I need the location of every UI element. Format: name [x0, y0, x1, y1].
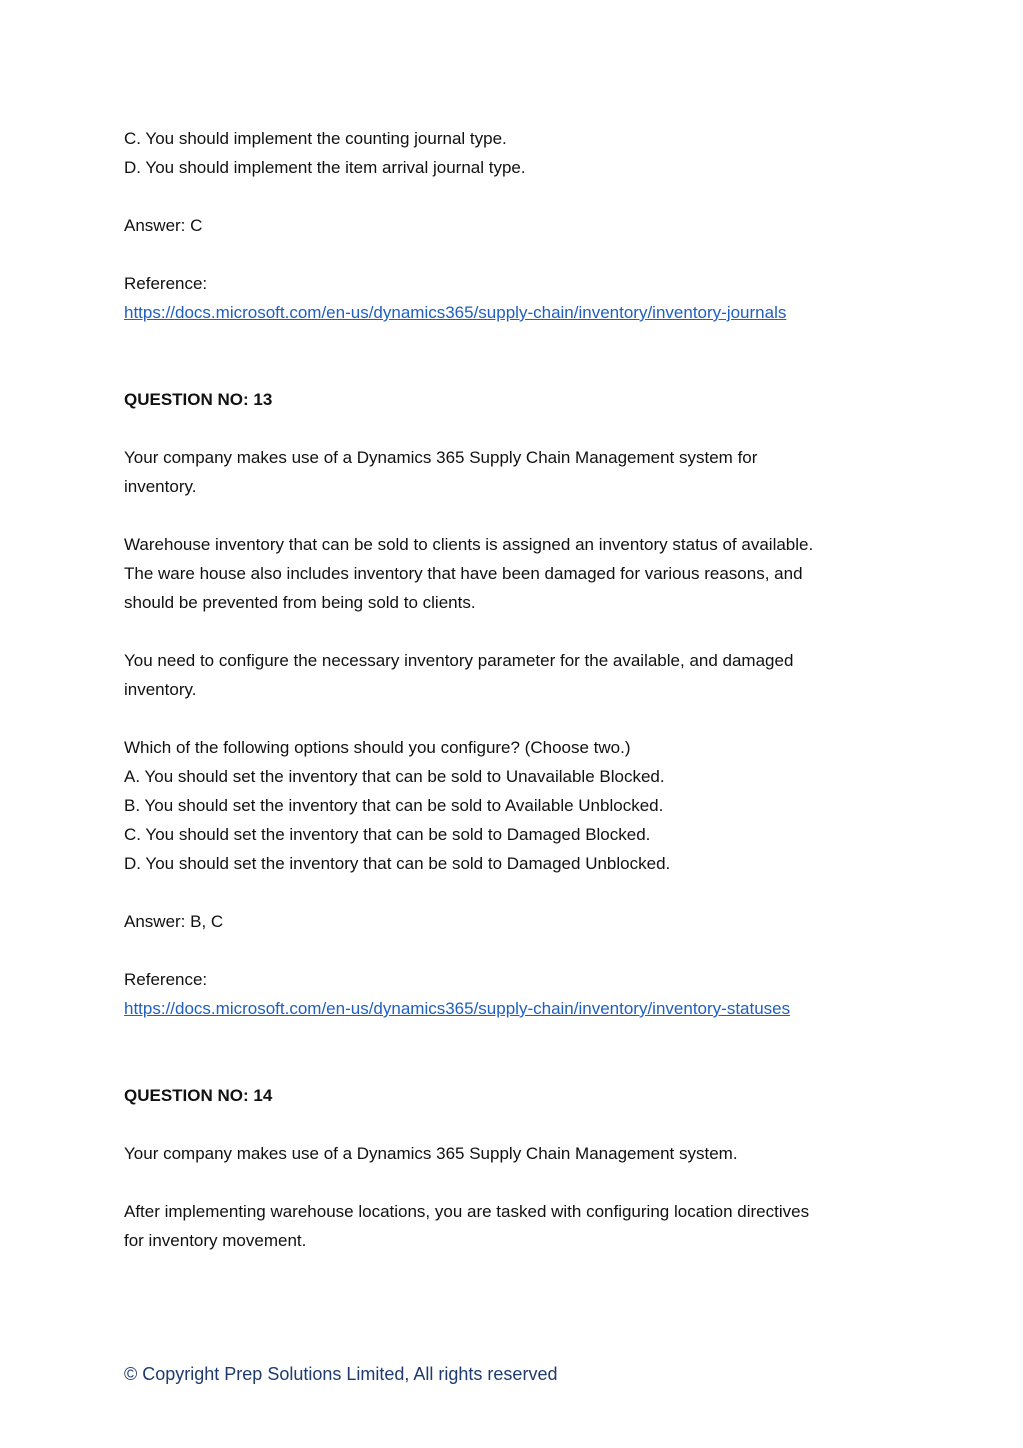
spacer — [124, 501, 914, 530]
q13-prompt: Which of the following options should you configure? (Choose two.) — [124, 738, 631, 757]
q13-paragraph-3-line-1: You need to configure the necessary inventory parameter for the available, and damaged — [124, 651, 794, 670]
spacer — [124, 704, 914, 733]
q13-option-b: B. You should set the inventory that can be sold to Available Unblocked. — [124, 796, 664, 815]
q12-option-c: C. You should implement the counting journal type. — [124, 129, 507, 148]
q13-paragraph-2-line-2: The ware house also includes inventory that have been damaged for various reasons, and — [124, 564, 803, 583]
q13-paragraph-1-line-2: inventory. — [124, 477, 197, 496]
q13-option-d: D. You should set the inventory that can be sold to Damaged Unblocked. — [124, 854, 671, 873]
spacer — [124, 878, 914, 907]
spacer — [124, 936, 914, 965]
q13-option-a: A. You should set the inventory that can be sold to Unavailable Blocked. — [124, 767, 665, 786]
q13-paragraph-3-line-2: inventory. — [124, 680, 197, 699]
q14-paragraph-2-line-1: After implementing warehouse locations, you are tasked with configuring location directives — [124, 1202, 810, 1221]
spacer — [124, 1110, 914, 1139]
spacer — [124, 1168, 914, 1197]
q12-reference-label: Reference: — [124, 274, 208, 293]
spacer — [124, 414, 914, 443]
q14-paragraph-2-line-2: for inventory movement. — [124, 1231, 307, 1250]
spacer — [124, 182, 914, 211]
q12-option-d: D. You should implement the item arrival journal type. — [124, 158, 526, 177]
spacer — [124, 327, 914, 385]
spacer — [124, 617, 914, 646]
q13-reference-link[interactable]: https://docs.microsoft.com/en-us/dynamics365/supply-chain/inventory/inventory-statuses — [124, 999, 791, 1018]
spacer — [124, 240, 914, 269]
q13-option-c: C. You should set the inventory that can be sold to Damaged Blocked. — [124, 825, 651, 844]
q12-answer: Answer: C — [124, 216, 203, 235]
q13-heading: QUESTION NO: 13 — [124, 390, 273, 409]
q14-paragraph-1-line-1: Your company makes use of a Dynamics 365 Supply Chain Management system. — [124, 1144, 738, 1163]
q14-heading: QUESTION NO: 14 — [124, 1086, 273, 1105]
q13-paragraph-2-line-1: Warehouse inventory that can be sold to clients is assigned an inventory status of available. — [124, 535, 814, 554]
q13-answer: Answer: B, C — [124, 912, 224, 931]
q13-paragraph-2-line-3: should be prevented from being sold to clients. — [124, 593, 476, 612]
spacer — [124, 1023, 914, 1081]
document-page — [124, 124, 914, 1255]
q13-reference-label: Reference: — [124, 970, 208, 989]
q12-reference-link[interactable]: https://docs.microsoft.com/en-us/dynamics365/supply-chain/inventory/inventory-journals — [124, 303, 787, 322]
copyright-footer: © Copyright Prep Solutions Limited, All rights reserved — [124, 1364, 558, 1384]
q13-paragraph-1-line-1: Your company makes use of a Dynamics 365 Supply Chain Management system for — [124, 448, 758, 467]
